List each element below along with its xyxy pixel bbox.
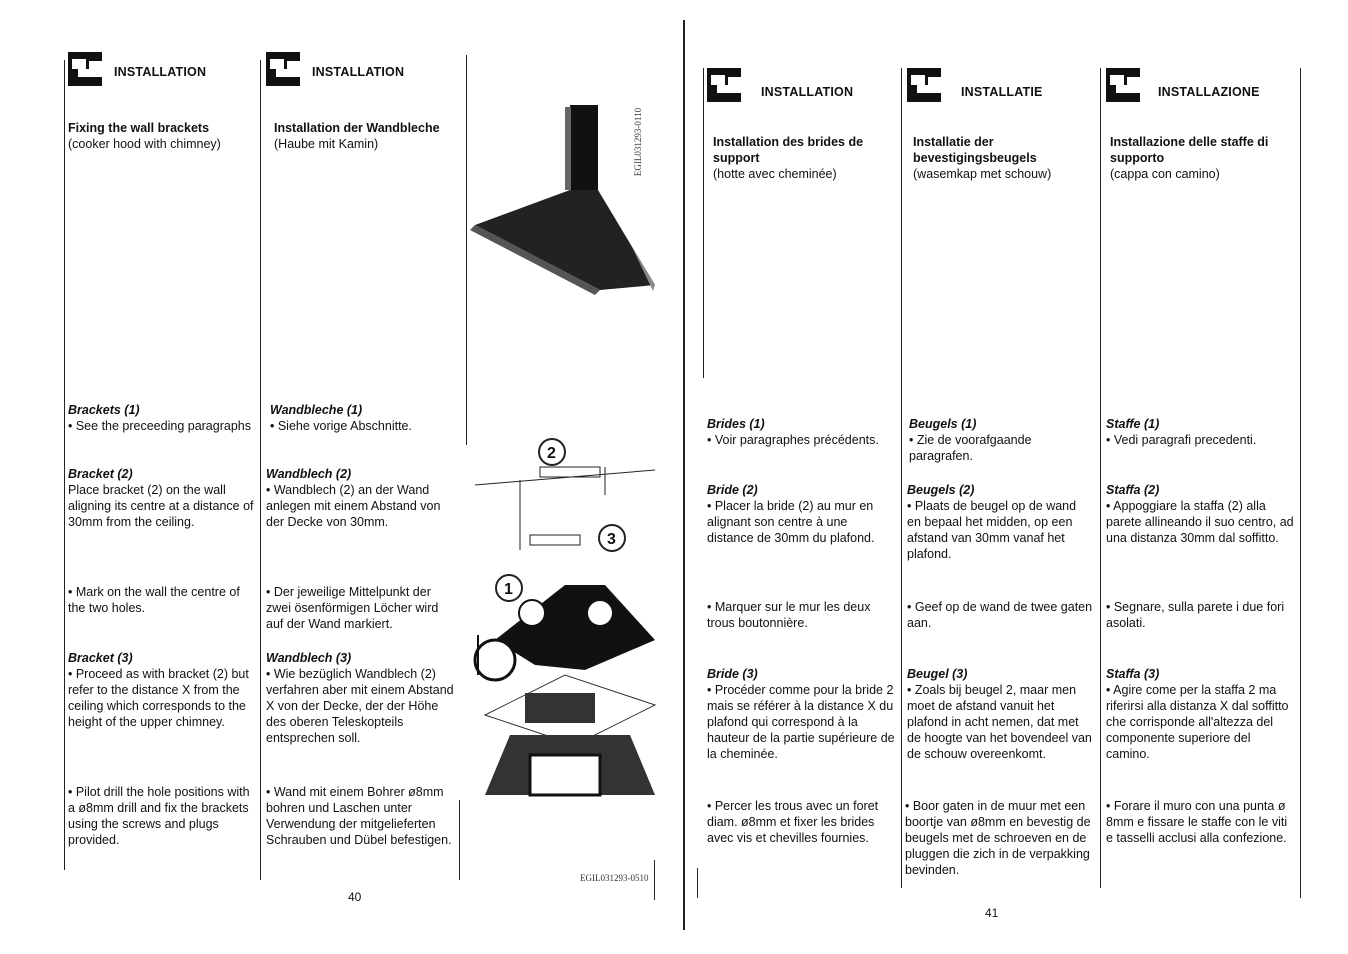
bracket-1-text: • Voir paragraphes précédents. [707,433,879,447]
page-gutter-line [683,20,685,930]
drill-text: • Wand mit einem Bohrer ø8mm bohren und Laschen unter Verwendung der mitgelieferten Schrauben und Dübel befestigen. [266,785,452,847]
bracket-2-title: Bride (2) [707,483,758,497]
mark-holes-text: • Geef op de wand de twee gaten aan. [907,600,1093,630]
column-italian [1106,68,1294,845]
bracket-2-text: • Wandblech (2) an der Wand anlegen mit einem Abstand von der Decke von 30mm. [266,483,441,529]
callout-1-label: 1 [504,581,513,598]
drill-text: • Percer les trous avec un foret diam. ø8mm et fixer les brides avec vis et chevilles fournies. [707,799,879,845]
section-heading: Installation des brides de support [713,135,864,165]
section-heading: Installazione delle staffe di supporto [1110,135,1269,165]
installation-logo-icon [907,68,941,102]
column-rule [64,60,65,870]
installation-logo-icon [707,68,741,102]
section-title: INSTALLATIE [961,85,1043,99]
document-code-bottom: EGIL031293-0510 [580,873,649,883]
bracket-1-title: Wandbleche (1) [270,403,363,417]
heading-block [68,120,256,152]
column-french [707,68,897,845]
mark-holes-text: • Segnare, sulla parete i due fori asolati. [1106,600,1285,630]
section-title: INSTALLATION [312,65,405,79]
bracket-2-text: • Plaats de beugel op de wand en bepaal het midden, op een afstand van 30mm vanaf het plafond. [907,499,1077,561]
bracket-3-text: • Procéder comme pour la bride 2 mais se référer à la distance X du plafond qui correspond à la hauteur de la partie supérieure de la cheminée. [707,683,895,761]
section-heading-note: (cooker hood with chimney) [68,137,221,151]
bracket-3-text: • Proceed as with bracket (2) but refer to the distance X from the ceiling which corresponds to the height of the upper chimney. [68,667,249,729]
bracket-1-text: • Vedi paragrafi precedenti. [1106,433,1257,447]
bracket-2-title: Beugels (2) [907,483,975,497]
bracket-2-text: • Placer la bride (2) au mur en alignant son centre à une distance de 30mm du plafond. [707,499,875,545]
bracket-3-text: • Agire come per la staffa 2 ma riferirsi alla distanza X dal soffitto che corrisponde all'altezza del componente superiore del camino. [1106,683,1289,761]
section-header [907,68,1093,108]
drill-text: • Pilot drill the hole positions with a ø8mm drill and fix the brackets using the screws and plugs provided. [68,785,250,847]
column-dutch [905,68,1093,877]
column-rule [697,868,698,898]
column-rule [654,860,655,900]
section-heading-note: (wasemkap met schouw) [913,167,1052,181]
bracket-2-title: Wandblech (2) [266,467,352,481]
mark-holes-text: • Mark on the wall the centre of the two holes. [68,585,240,615]
bracket-3-title: Wandblech (3) [266,651,352,665]
hood-underside-figure [475,575,655,795]
bracket-1-text: • Zie de voorafgaande paragrafen. [909,433,1032,463]
bracket-3-text: • Wie bezüglich Wandblech (2) verfahren aber mit einem Abstand X von der Decke, der der Höhe des oberen Teleskopteils entsprechen soll. [266,667,454,745]
section-heading: Fixing the wall brackets [68,121,210,135]
section-title: INSTALLATION [761,85,854,99]
column-rule [901,68,902,888]
mark-holes-text: • Der jeweilige Mittelpunkt der zwei ösenförmigen Löcher wird auf der Wand markiert. [266,585,439,631]
page-number-right: 41 [985,906,999,920]
page-number-left: 40 [348,890,362,904]
bracket-2-text: • Appoggiare la staffa (2) alla parete allineando il suo centro, ad una distanza 30mm dal soffitto. [1106,499,1294,545]
section-heading-note: (cappa con camino) [1110,167,1220,181]
chimney-hood-figure [470,105,655,295]
bracket-3-title: Staffa (3) [1106,667,1160,681]
column-rule [260,60,261,880]
document-code-vertical: EGIL031293-0110 [633,107,644,177]
section-header [707,68,897,108]
bracket-1-title: Beugels (1) [909,417,977,431]
section-header [68,52,256,92]
bracket-2-title: Bracket (2) [68,467,133,481]
section-title: INSTALLATION [114,65,207,79]
up-arrow-icon [519,600,545,626]
down-arrow-icon [587,600,613,626]
section-heading: Installation der Wandbleche [274,121,440,135]
installation-logo-icon [1106,68,1140,102]
bracket-1-title: Staffe (1) [1106,417,1160,431]
column-english [68,52,256,847]
drill-text: • Boor gaten in de muur met een boortje van ø8mm en bevestig de beugels met de schroeven en de pluggen die zich in de verpakking bevinden. [905,799,1091,877]
column-rule [703,68,704,378]
bracket-2-text: Place bracket (2) on the wall aligning its centre at a distance of 30mm from the ceiling. [68,483,254,529]
bracket-diagram [475,439,655,551]
bracket-1-text: • Siehe vorige Abschnitte. [270,419,412,433]
drill-text: • Forare il muro con una punta ø 8mm e fissare le staffe con le viti e tasselli acclusi alla confezione. [1106,799,1288,845]
section-heading: Installatie der bevestigingsbeugels [913,135,1037,165]
callout-2-label: 2 [547,445,556,462]
section-title: INSTALLAZIONE [1158,85,1260,99]
large-down-arrow-icon [475,640,515,680]
column-rule [1300,68,1301,898]
mark-holes-text: • Marquer sur le mur les deux trous boutonnière. [707,600,871,630]
bracket-3-text: • Zoals bij beugel 2, maar men moet de afstand vanuit het plafond in acht nemen, dat met de hoogte van het bovendeel van de schouw overeenkomt. [907,683,1092,761]
section-heading-note: (hotte avec cheminée) [713,167,837,181]
bracket-1-title: Brides (1) [707,417,765,431]
bracket-3-title: Beugel (3) [907,667,968,681]
bracket-1-title: Brackets (1) [68,403,140,417]
installation-logo-icon [266,52,300,86]
bracket-2-title: Staffa (2) [1106,483,1160,497]
column-rule [1100,68,1101,888]
bracket-1-text: • See the preceeding paragraphs [68,419,251,433]
installation-logo-icon [68,52,102,86]
column-german [266,52,456,847]
installation-illustration [455,95,665,825]
section-header [266,52,456,92]
section-header [1106,68,1294,108]
callout-3-label: 3 [607,531,616,548]
bracket-3-title: Bracket (3) [68,651,133,665]
section-heading-note: (Haube mit Kamin) [274,137,379,151]
bracket-3-title: Bride (3) [707,667,758,681]
